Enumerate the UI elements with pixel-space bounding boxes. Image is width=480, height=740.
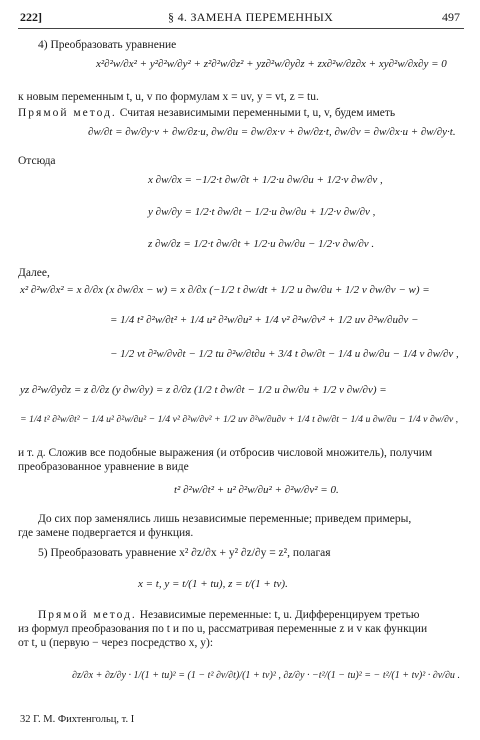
further-label: Далее, (18, 267, 50, 279)
problem5-line-3: от t, u (первую − через посредство x, y): (18, 637, 214, 649)
etc-line-2: преобразованное уравнение в виде (18, 461, 189, 473)
problem5-final: ∂z/∂x + ∂z/∂y · 1/(1 + tu)² = (1 − t² ∂v/∂t)/(1 + tv)² , ∂z/∂y · −t²/(1 − tu)² = − t²/(1 + tv)² · ∂v/∂u . (72, 670, 460, 681)
derivatives-line: ∂w/∂t = ∂w/∂y·v + ∂w/∂z·u, ∂w/∂u = ∂w/∂x·v + ∂w/∂z·t, ∂w/∂v = ∂w/∂x·u + ∂w/∂y·t. (88, 126, 456, 138)
problem5-line-2: из формул преобразования по t и по u, рассматривая переменные z и v как функции (18, 623, 428, 635)
yz-line-1: yz ∂²w/∂y∂z = z ∂/∂z (y ∂w/∂y) = z ∂/∂z (1/2 t ∂w/∂t − 1/2 u ∂w/∂u + 1/2 v ∂w/∂v) = (20, 384, 387, 396)
transition-line-2: где замене подвергается и функция. (18, 527, 194, 539)
method-label: Прямой метод. (18, 107, 117, 119)
problem4-method-line (18, 106, 395, 120)
result-equation: t² ∂²w/∂t² + u² ∂²w/∂u² + ∂²w/∂v² = 0. (174, 484, 339, 496)
method-text-2: Независимые переменные: t, u. Дифференцируем третью (139, 609, 420, 621)
formula-z: z ∂w/∂z = 1/2·t ∂w/∂t + 1/2·u ∂w/∂u − 1/2·v ∂w/∂v . (148, 238, 375, 250)
formula-x: x ∂w/∂x = −1/2·t ∂w/∂t + 1/2·u ∂w/∂u + 1/2·v ∂w/∂v , (148, 174, 383, 186)
hence-label: Отсюда (18, 155, 56, 167)
method-text: Считая независимыми переменными t, u, v, будем иметь (119, 107, 396, 119)
problem5-subst: x = t, y = t/(1 + tu), z = t/(1 + tv). (138, 578, 288, 590)
page-footer: 32 Г. М. Фихтенгольц, т. I (20, 714, 135, 725)
page-header (18, 10, 464, 29)
problem5-intro: 5) Преобразовать уравнение x² ∂z/∂x + y² ∂z/∂y = z², полагая (38, 547, 331, 559)
x2-line-1: x² ∂²w/∂x² = x ∂/∂x (x ∂w/∂x − w) = x ∂/∂x (−1/2 t ∂w/dt + 1/2 u ∂w/∂u + 1/2 v ∂w/∂v − w) = (20, 284, 430, 296)
section-title: § 4. ЗАМЕНА ПЕРЕМЕННЫХ (168, 10, 334, 24)
etc-line-1: и т. д. Сложив все подобные выражения (и отбросив числовой множитель), получим (18, 447, 433, 459)
problem4-new-vars: к новым переменным t, u, v по формулам x = uv, y = vt, z = tu. (18, 91, 319, 103)
x2-line-2: = 1/4 t² ∂²w/∂t² + 1/4 u² ∂²w/∂u² + 1/4 v² ∂²w/∂v² + 1/2 uv ∂²w/∂u∂v − (110, 314, 419, 326)
book-page (18, 6, 464, 732)
method-label-2: Прямой метод. (38, 609, 137, 621)
page-number: 497 (442, 10, 460, 24)
page-ref-left: 222] (20, 10, 42, 24)
transition-line-1: До сих пор заменялись лишь независимые переменные; приведем примеры, (38, 513, 412, 525)
problem4-intro: 4) Преобразовать уравнение (38, 39, 177, 51)
yz-line-2: = 1/4 t² ∂²w/∂t² − 1/4 u² ∂²w/∂u² − 1/4 v² ∂²w/∂v² + 1/2 uv ∂²w/∂u∂v + 1/4 t ∂w/∂t − 1/4 u ∂w/∂u − 1/4 v ∂w/∂v , (20, 414, 459, 425)
x2-line-3: − 1/2 vt ∂²w/∂v∂t − 1/2 tu ∂²w/∂t∂u + 3/4 t ∂w/∂t − 1/4 u ∂w/∂u − 1/4 v ∂w/∂v , (110, 348, 459, 360)
problem4-equation: x²∂²w/∂x² + y²∂²w/∂y² + z²∂²w/∂z² + yz∂²w/∂y∂z + zx∂²w/∂z∂x + xy∂²w/∂x∂y = 0 (96, 58, 447, 70)
problem5-method-line (38, 608, 419, 622)
formula-y: y ∂w/∂y = 1/2·t ∂w/∂t − 1/2·u ∂w/∂u + 1/2·v ∂w/∂v , (148, 206, 376, 218)
